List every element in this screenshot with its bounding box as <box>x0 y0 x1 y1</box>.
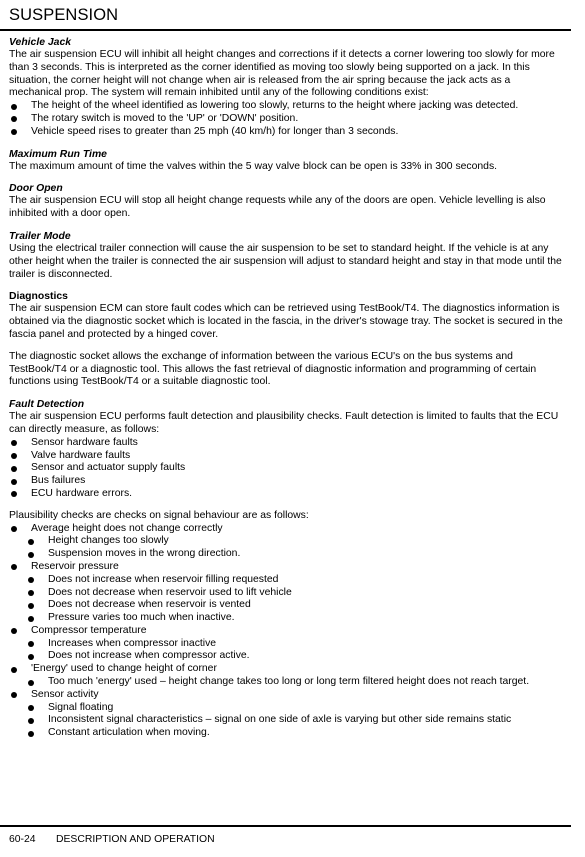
fault-detection-body: The air suspension ECU performs fault detection and plausibility checks. Fault detection is limited to faults that the ECU can directly measure, as follows: <box>9 411 559 435</box>
check-item: Compressor temperature <box>9 625 565 638</box>
section-heading-fault-detection: Fault Detection <box>9 399 85 411</box>
footer-section-title: DESCRIPTION AND OPERATION <box>56 834 215 845</box>
check-sublist <box>9 535 565 561</box>
section-heading-trailer-mode: Trailer Mode <box>9 230 71 242</box>
list-item: Sensor and actuator supply faults <box>9 462 565 475</box>
trailer-mode-body: Using the electrical trailer connection will cause the air suspension to be set to standard height. If the vehicle is at any other height when the trailer is connected the air suspension will adjust to standard height and stay in that mode until the trailer is disconnected. <box>9 242 562 280</box>
list-item: Bus failures <box>9 475 565 488</box>
page-number: 60-24 <box>9 834 36 845</box>
list-item: Pressure varies too much when inactive. <box>9 612 565 625</box>
fault-list <box>9 437 565 501</box>
diagnostics-body-2: The diagnostic socket allows the exchange of information between the various ECU's on the bus systems and TestBook/T4 or a diagnostic tool. This allows the fast retrieval of diagnostic information and programming of certain functions using TestBook/T4 or a suitable diagnostic tool. <box>9 350 537 388</box>
section-vehicle-jack <box>9 36 565 139</box>
check-item: Sensor activity <box>9 689 565 702</box>
page-content <box>9 36 565 749</box>
check-item: Reservoir pressure <box>9 561 565 574</box>
check-sublist <box>9 638 565 664</box>
check-subgroup <box>9 638 565 664</box>
check-subgroup <box>9 574 565 625</box>
door-open-body: The air suspension ECU will stop all height change requests while any of the doors are open. Vehicle levelling is also inhibited with a door open. <box>9 195 546 220</box>
section-fault-detection <box>9 398 565 740</box>
section-heading-maximum-run-time: Maximum Run Time <box>9 148 107 160</box>
maximum-run-time-body: The maximum amount of time the valves within the 5 way valve block can be open is 33% in 300 seconds. <box>9 160 498 172</box>
check-subgroup <box>9 535 565 561</box>
check-subgroup <box>9 676 565 689</box>
check-subgroup <box>9 702 565 740</box>
list-item: Does not decrease when reservoir is vented <box>9 599 565 612</box>
section-diagnostics <box>9 290 565 389</box>
vehicle-jack-body: The air suspension ECU will inhibit all height changes and corrections if it detects a corner lowering too slowly for more than 3 seconds. This is interpreted as the corner identified as moving too slowly being supported on a jack. In this situation, the corner height will not change when air is released from the air spring because the jack acts as a mechanical prop. The system will remain inhibited until any of the following conditions exist: <box>9 49 555 99</box>
list-item: Does not increase when compressor active. <box>9 650 565 663</box>
list-item: Height changes too slowly <box>9 535 565 548</box>
list-item: Valve hardware faults <box>9 450 565 463</box>
check-item: 'Energy' used to change height of corner <box>9 663 565 676</box>
list-item: Increases when compressor inactive <box>9 638 565 651</box>
list-item: Does not decrease when reservoir used to lift vehicle <box>9 587 565 600</box>
section-maximum-run-time <box>9 148 565 174</box>
diagnostics-body-1: The air suspension ECM can store fault codes which can be retrieved using TestBook/T4. The diagnostics information is obtained via the diagnostic socket which is located in the fascia, in the driver's stowage tray. The socket is secured in the fascia panel and protected by a hinged cover. <box>9 303 563 340</box>
check-sublist <box>9 702 565 740</box>
list-item: Inconsistent signal characteristics – signal on one side of axle is varying but other side remains static <box>9 714 565 727</box>
list-item: The rotary switch is moved to the 'UP' or 'DOWN' position. <box>9 113 565 126</box>
list-item: Too much 'energy' used – height change takes too long or long term filtered height does not reach target. <box>9 676 565 689</box>
check-sublist <box>9 574 565 625</box>
section-door-open <box>9 182 565 221</box>
page-footer <box>0 825 571 851</box>
page-title: SUSPENSION <box>9 6 119 24</box>
section-heading-vehicle-jack: Vehicle Jack <box>9 37 72 48</box>
check-sublist <box>9 676 565 689</box>
section-trailer-mode <box>9 230 565 281</box>
list-item: Sensor hardware faults <box>9 437 565 450</box>
list-item: Signal floating <box>9 702 565 715</box>
plausibility-intro: Plausibility checks are checks on signal behaviour are as follows: <box>9 509 309 521</box>
check-item: Average height does not change correctly <box>9 523 565 536</box>
list-item: Vehicle speed rises to greater than 25 mph (40 km/h) for longer than 3 seconds. <box>9 126 565 139</box>
section-heading-diagnostics: Diagnostics <box>9 291 68 303</box>
plausibility-checks <box>9 523 565 741</box>
list-item: ECU hardware errors. <box>9 488 565 501</box>
list-item: The height of the wheel identified as lowering too slowly, returns to the height where jacking was detected. <box>9 100 565 113</box>
vehicle-jack-conditions <box>9 100 565 138</box>
list-item: Does not increase when reservoir filling requested <box>9 574 565 587</box>
section-heading-door-open: Door Open <box>9 183 63 195</box>
list-item: Suspension moves in the wrong direction. <box>9 548 565 561</box>
page-header <box>0 3 571 31</box>
list-item: Constant articulation when moving. <box>9 727 565 740</box>
